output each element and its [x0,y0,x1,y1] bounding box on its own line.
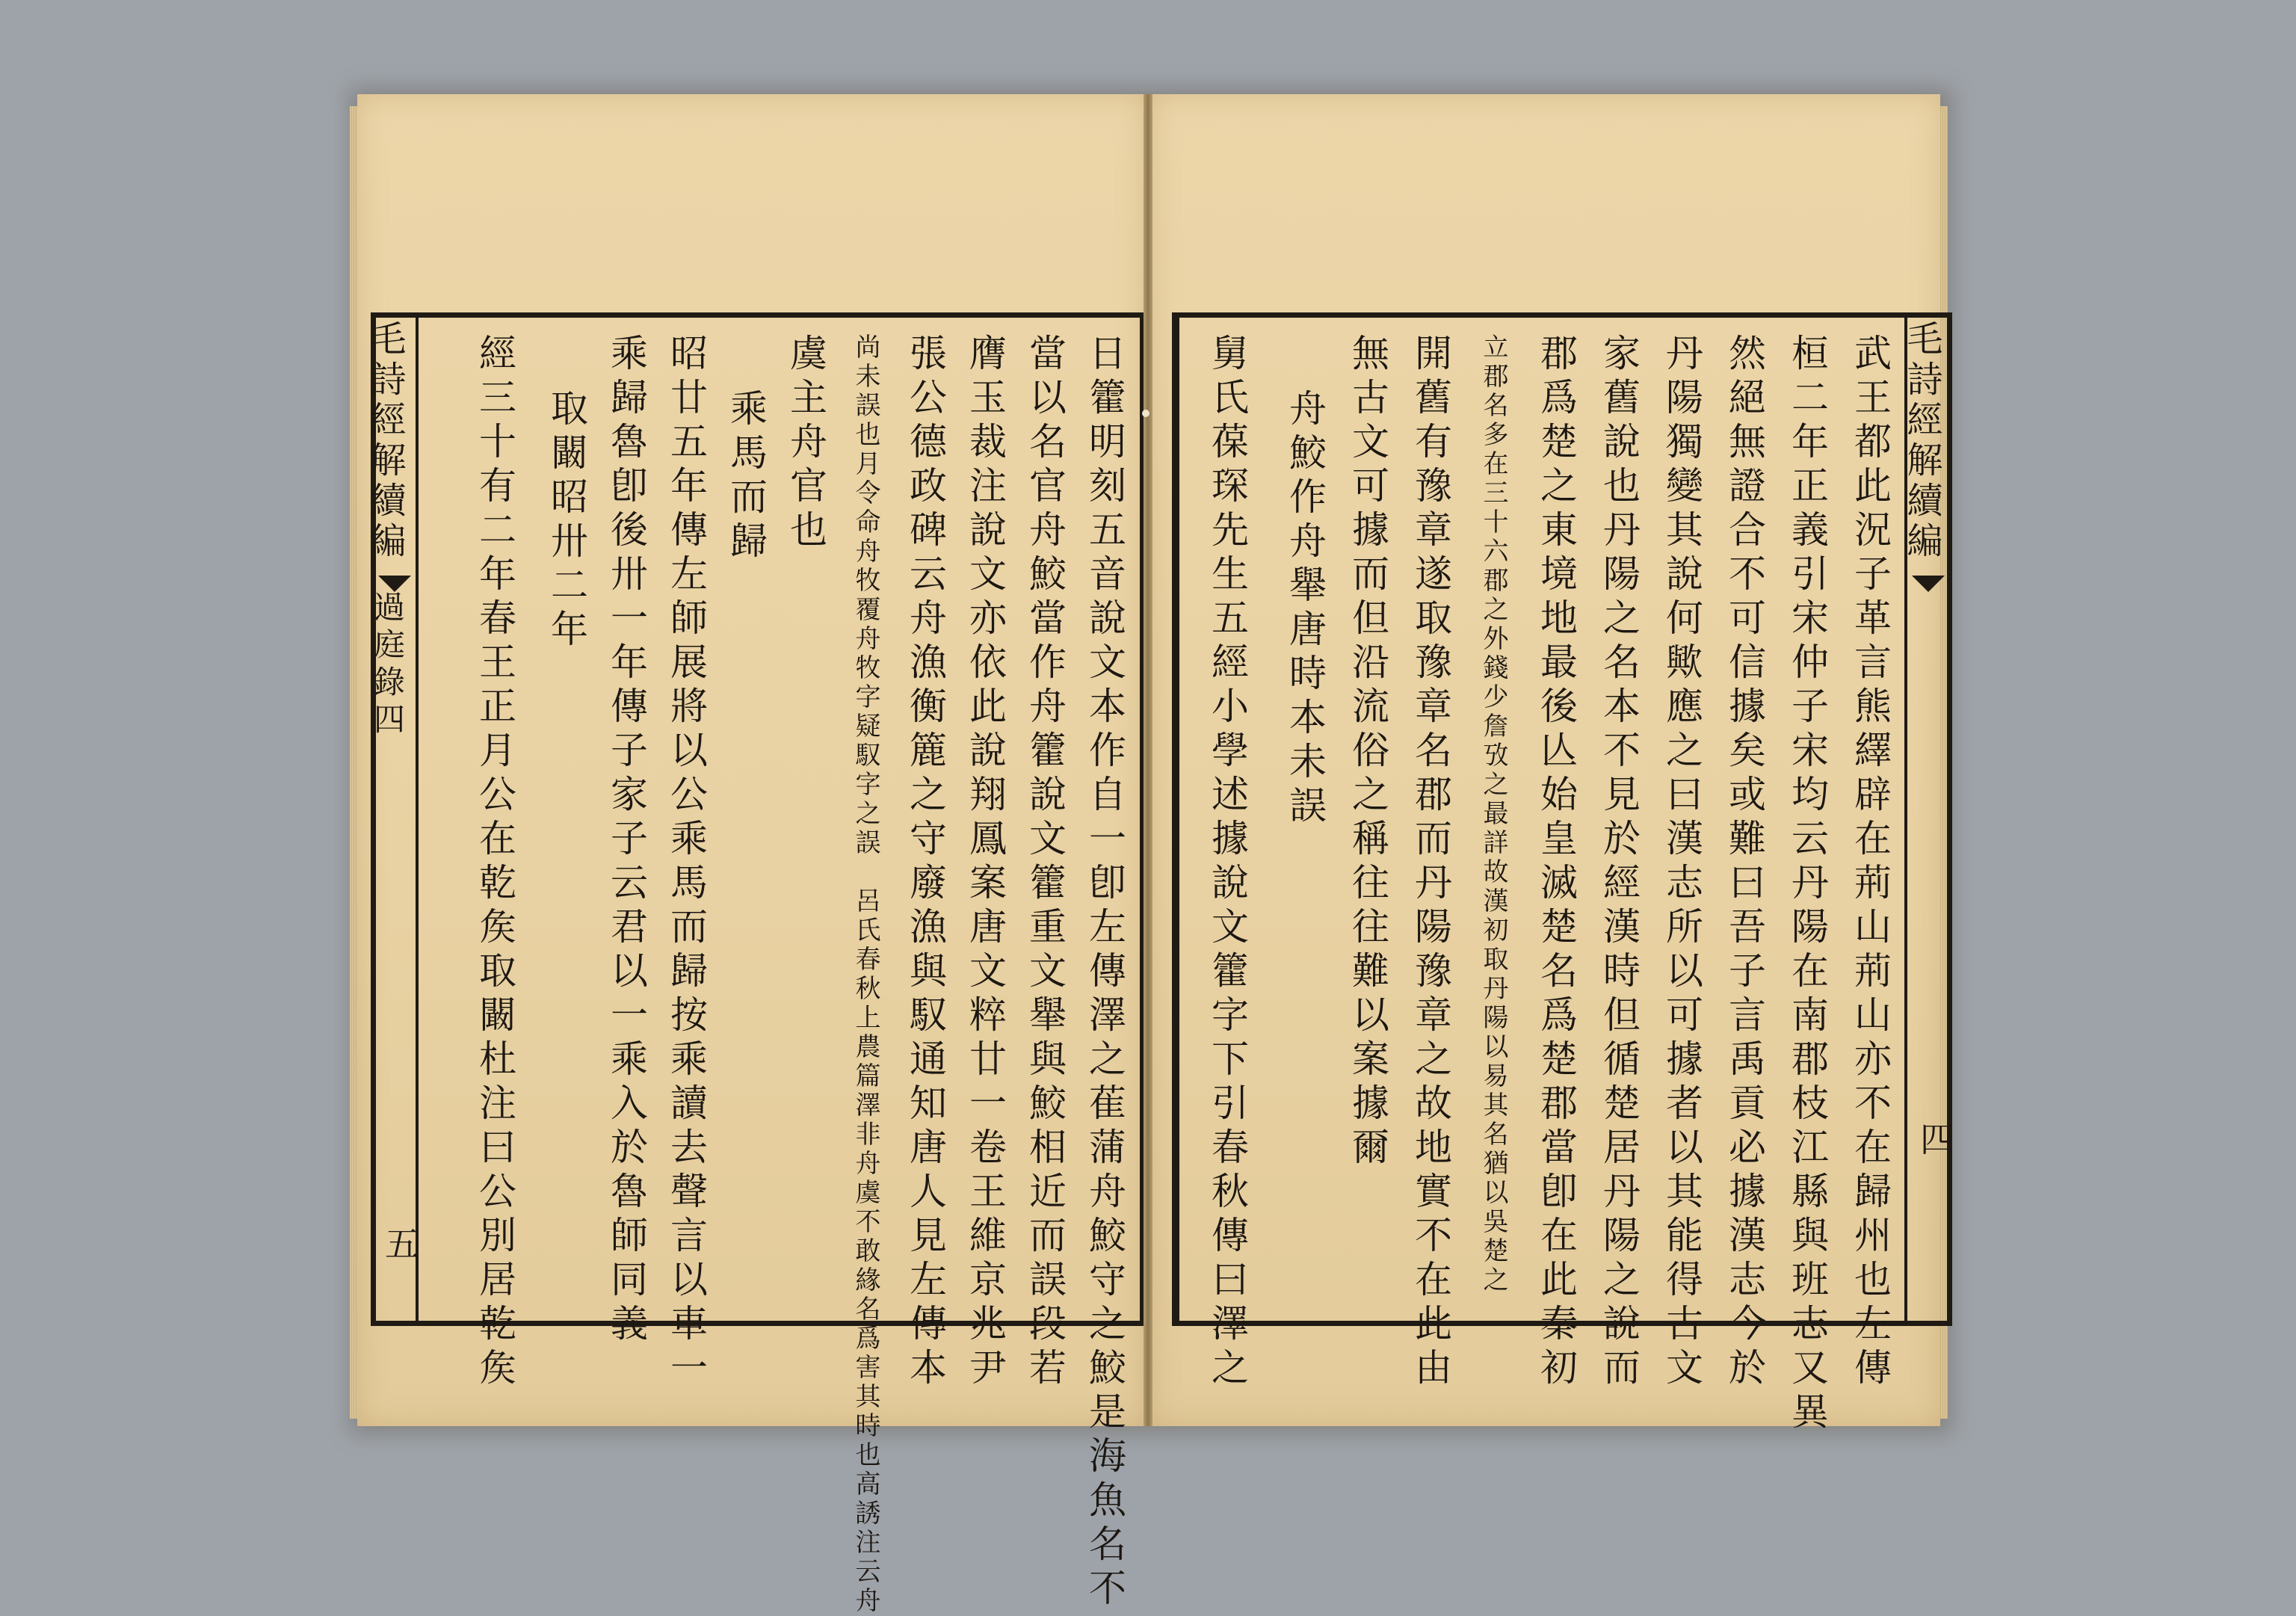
left-text-column: 取闞昭卅二年 [545,389,588,653]
right-folio-number: 四 [1915,1121,1955,1156]
left-gutter-title: 毛詩經解續編 [364,320,406,562]
left-text-column: 膺玉裁注說文亦依此說翔鳳案唐文粹廿一卷王維京兆尹 [963,333,1007,1392]
left-text-column: 當以名官舟鮫當作舟籗說文籗重文𦦙與鮫相近而誤段若 [1023,333,1067,1392]
left-text-column: 乘馬而歸 [724,389,768,565]
left-text-column: 乘歸魯卽後卅一年傳子家子云君以一乘入於魯師同義 [605,333,648,1348]
left-fish-tail-mark [378,576,411,592]
right-text-column: 家舊說也丹陽之名本不見於經漢時但循楚居丹陽之說而 [1597,333,1641,1392]
left-text-column: 昭廿五年傳左師展將以公乘馬而歸按乘讀去聲言以車一 [664,333,708,1392]
left-text-column: 日籗明刻五音說文本作自一卽左傳澤之萑蒲舟鮫守之鮫是海魚名不 [1083,333,1126,1612]
right-text-column: 郡爲楚之東境地最後亾始皇滅楚名爲楚郡當卽在此秦初 [1534,333,1578,1392]
right-text-column: 舅氏葆琛先生五經小學述據說文籗字下引春秋傳曰澤之 [1206,333,1249,1392]
binding-string-hole [1142,410,1149,417]
left-text-column: 虞主舟官也 [784,333,827,554]
right-fish-tail-mark [1912,576,1945,592]
left-folio-number: 五 [380,1226,420,1260]
left-text-column: 尚未誤也月令命舟牧覆舟牧字疑馭字之誤 呂氏春秋上農篇澤非舟虞不敢緣名爲害其時也高誘注云舟 [851,333,880,1616]
right-gutter-title: 毛詩經解續編 [1901,320,1942,562]
left-text-column: 經三十有二年春王正月公在乾矦取闞杜注曰公別居乾矦 [473,333,516,1392]
right-text-column: 舟鮫作舟𦦙唐時本未誤 [1283,389,1327,830]
left-text-column: 張公德政碑云舟漁衡簏之守廢漁與馭通知唐人見左傳本 [904,333,947,1392]
right-text-column: 桓二年正義引宋仲子宋均云丹陽在南郡枝江縣與班志又異 [1786,333,1829,1436]
right-text-column: 丹陽獨變其說何歟應之曰漢志所以可據者以其能得古文 [1660,333,1703,1392]
left-gutter-line [416,312,419,1326]
right-text-column: 然絕無證合不可信據矣或難曰吾子言禹貢必據漢志今於 [1723,333,1766,1392]
right-text-column: 武王都此況子革言熊繹辟在荊山荊山亦不在歸州也左傳 [1848,333,1892,1392]
book-spine [1144,94,1152,1426]
right-text-column: 無古文可據而但沿流俗之稱往往難以案據爾 [1346,333,1389,1171]
left-chapter-label: 過庭錄四 [369,590,406,740]
right-text-column: 開舊有豫章遂取豫章名郡而丹陽豫章之故地實不在此由 [1409,333,1452,1392]
right-text-column: 立郡名多在三十六郡之外錢少詹攷之最詳故漢初取丹陽以易其名猶以吳楚之 [1478,333,1508,1295]
